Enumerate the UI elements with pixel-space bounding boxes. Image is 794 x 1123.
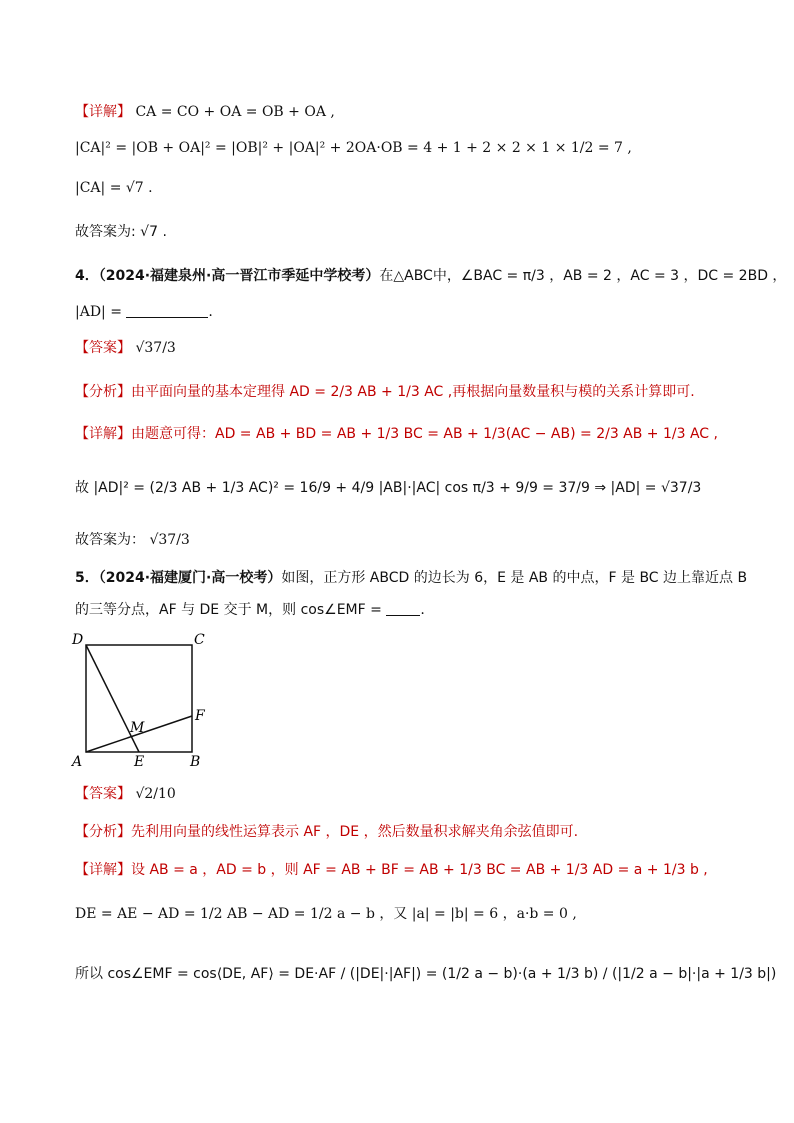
analysis-line	[75, 822, 578, 842]
answer-line	[75, 338, 176, 358]
label-a: A	[72, 754, 83, 770]
question-number: 4．	[75, 268, 99, 284]
label-e: E	[134, 754, 145, 770]
detail-tag: 【详解】	[75, 862, 131, 878]
question-text: 在△ABC中，∠BAC = π/3 ，AB = 2 ，AC = 3 ，DC = 2BD ，	[379, 268, 787, 284]
question-text: 的三等分点，AF 与 DE 交于 M，则 cos∠EMF =	[75, 602, 387, 618]
answer-tag: 【答案】	[75, 340, 131, 356]
equation: CA = CO + OA = OB + OA ,	[135, 104, 335, 120]
detail-text: 由题意可得：AD = AB + BD = AB + 1/3 BC = AB + 1/3(AC − AB) = 2/3 AB + 1/3 AC ,	[131, 426, 718, 442]
detail-text: 故 |AD|² = (2/3 AB + 1/3 AC)² = 16/9 + 4/9 |AB|·|AC| cos π/3 + 9/9 = 37/9 ⇒ |AD| = √37/3	[75, 480, 702, 496]
final-answer-label: 故答案为：	[75, 532, 145, 548]
detail-text: 设 AB = a ，AD = b ，则 AF = AB + BF = AB + 1/3 BC = AB + 1/3 AD = a + 1/3 b ,	[131, 862, 708, 878]
detail-line	[75, 424, 718, 444]
detail-text: 所以 cos∠EMF = cos⟨DE, AF⟩ = DE·AF / (|DE|·|AF|) = (1/2 a − b)·(a + 1/3 b) / (|1/2 a − b|·|a + 1/3 b|)	[75, 966, 777, 982]
question-number: 5．	[75, 570, 99, 586]
answer-tag: 【答案】	[75, 786, 131, 802]
analysis-text: 先利用向量的线性运算表示 AF ，DE ，然后数量积求解夹角余弦值即可.	[131, 824, 579, 840]
answer-value: √2/10	[135, 786, 176, 802]
detail-line	[75, 904, 577, 924]
equation-line	[75, 178, 153, 198]
label-f: F	[195, 708, 205, 724]
answer-blank	[126, 303, 208, 318]
detail-line	[75, 102, 335, 122]
detail-line	[75, 860, 708, 880]
question-text: 如图，正方形 ABCD 的边长为 6，E 是 AB 的中点，F 是 BC 边上靠近点 B	[281, 570, 748, 586]
question-4-stem	[75, 266, 786, 286]
analysis-tag: 【分析】	[75, 824, 131, 840]
detail-line	[75, 478, 701, 498]
final-answer-value: √37/3	[149, 532, 190, 548]
detail-text: DE = AE − AD = 1/2 AB − AD = 1/2 a − b ，又 |a| = |b| = 6 ，a·b = 0 ,	[75, 906, 577, 922]
square-figure	[68, 628, 218, 770]
question-source: （2024·福建厦门·高一校考）	[98, 570, 282, 586]
answer-blank	[386, 601, 420, 616]
label-m: M	[130, 720, 145, 736]
detail-line	[75, 964, 776, 984]
equation-line	[75, 138, 632, 158]
detail-tag: 【详解】	[75, 426, 131, 442]
detail-tag: 【详解】	[75, 104, 131, 120]
analysis-text: 由平面向量的基本定理得 AD = 2/3 AB + 1/3 AC ,再根据向量数量积与模的关系计算即可.	[131, 384, 695, 400]
question-4-stem-2	[75, 302, 213, 322]
answer-value: √37/3	[135, 340, 176, 356]
equation: |CA|² = |OB + OA|² = |OB|² + |OA|² + 2OA·OB = 4 + 1 + 2 × 2 × 1 × 1/2 = 7 ,	[75, 140, 632, 156]
period: .	[208, 304, 213, 320]
question-5-stem-2	[75, 600, 425, 620]
question-text: |AD| =	[75, 304, 127, 320]
question-source: （2024·福建泉州·高一晋江市季延中学校考）	[98, 268, 380, 284]
analysis-tag: 【分析】	[75, 384, 131, 400]
label-c: C	[194, 632, 205, 648]
question-5-stem	[75, 568, 747, 588]
label-b: B	[190, 754, 201, 770]
answer-line	[75, 784, 176, 804]
label-d: D	[72, 632, 84, 648]
answer-line	[75, 530, 190, 550]
equation: |CA| = √7 .	[75, 180, 153, 196]
answer-text: 故答案为: √7 .	[75, 224, 167, 240]
period: .	[420, 602, 425, 618]
analysis-line	[75, 382, 695, 402]
answer-line	[75, 222, 167, 242]
